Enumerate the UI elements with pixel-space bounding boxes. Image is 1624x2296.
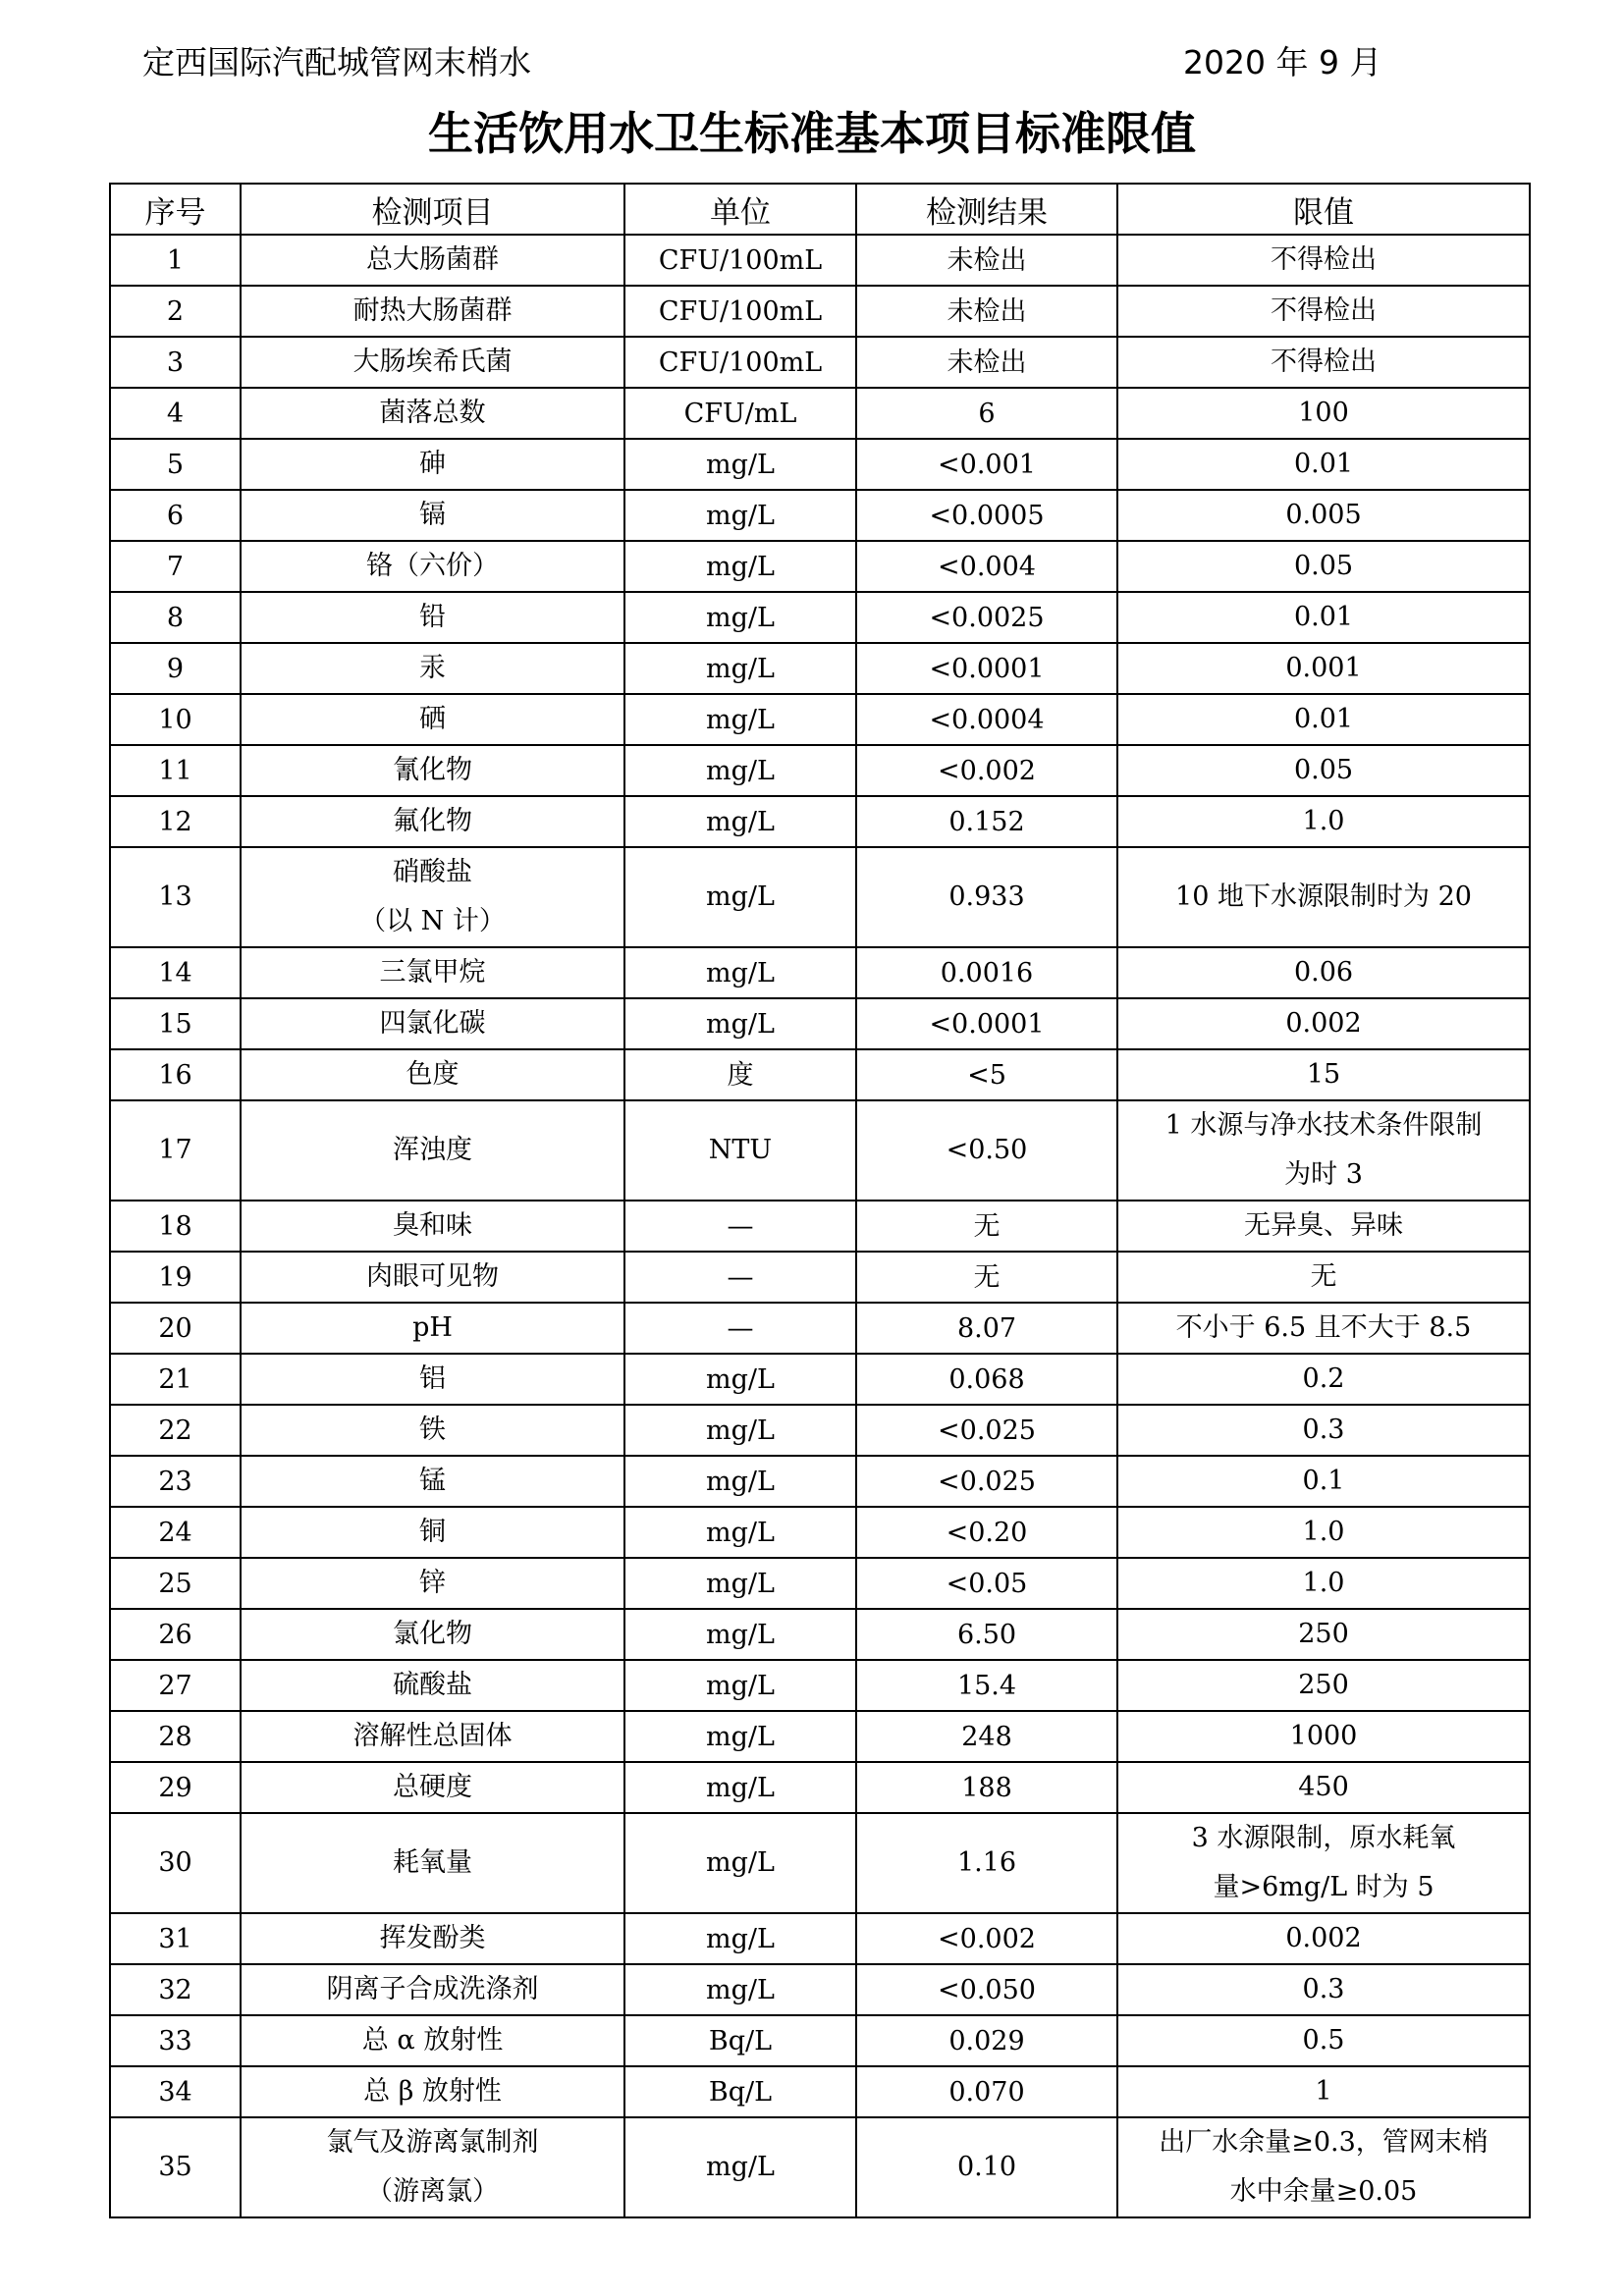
cell-item (241, 1507, 624, 1558)
cell-item (241, 1913, 624, 1964)
cell-item-line: 铁 (419, 1415, 446, 1445)
cell-result: 未检出 (856, 337, 1117, 388)
cell-limit-line: 0.3 (1302, 1415, 1345, 1445)
cell-result: 0.10 (856, 2117, 1117, 2217)
cell-limit-line: 1.0 (1302, 806, 1345, 836)
cell-limit (1117, 592, 1530, 643)
table-row (110, 1609, 1530, 1660)
table-row (110, 1660, 1530, 1711)
table-row (110, 1201, 1530, 1252)
cell-item (241, 1100, 624, 1201)
table-row (110, 541, 1530, 592)
table-row (110, 235, 1530, 286)
cell-item (241, 643, 624, 694)
table-row (110, 1100, 1530, 1201)
table-row (110, 1456, 1530, 1507)
cell-limit-line: 15 (1306, 1059, 1341, 1090)
cell-item (241, 1303, 624, 1354)
cell-no: 9 (110, 643, 241, 694)
cell-limit (1117, 235, 1530, 286)
table-row (110, 286, 1530, 337)
cell-result: 0.933 (856, 847, 1117, 947)
table-row (110, 1558, 1530, 1609)
cell-result: <0.050 (856, 1964, 1117, 2015)
cell-result: <5 (856, 1049, 1117, 1100)
cell-item-line: 镉 (419, 500, 446, 530)
cell-limit (1117, 490, 1530, 541)
cell-result: 188 (856, 1762, 1117, 1813)
cell-limit (1117, 2015, 1530, 2066)
cell-result: 248 (856, 1711, 1117, 1762)
table-row (110, 2015, 1530, 2066)
column-header-limit: 限值 (1117, 184, 1530, 235)
cell-limit (1117, 1964, 1530, 2015)
column-header-result: 检测结果 (856, 184, 1117, 235)
water-quality-table (109, 183, 1531, 2218)
cell-item (241, 286, 624, 337)
cell-item-line: 锰 (419, 1466, 446, 1496)
cell-limit-line: 0.05 (1293, 755, 1354, 785)
cell-no: 16 (110, 1049, 241, 1100)
cell-item-line: 四氯化碳 (379, 1008, 486, 1039)
cell-no: 8 (110, 592, 241, 643)
cell-limit (1117, 1507, 1530, 1558)
table-header-row (110, 184, 1530, 235)
cell-item (241, 847, 624, 947)
cell-limit-line: 1000 (1289, 1721, 1358, 1751)
cell-no: 11 (110, 745, 241, 796)
table-row (110, 1049, 1530, 1100)
cell-no: 33 (110, 2015, 241, 2066)
cell-item-line: 耐热大肠菌群 (352, 295, 513, 326)
table-row (110, 847, 1530, 947)
cell-item (241, 592, 624, 643)
cell-limit (1117, 1609, 1530, 1660)
cell-limit (1117, 1456, 1530, 1507)
cell-limit-line: 0.06 (1293, 957, 1354, 988)
cell-limit-line: 无异臭、异味 (1244, 1210, 1403, 1241)
cell-unit: CFU/mL (624, 388, 856, 439)
cell-item-line: 铜 (419, 1517, 446, 1547)
cell-item (241, 745, 624, 796)
cell-item (241, 2117, 624, 2217)
cell-item (241, 998, 624, 1049)
cell-unit: mg/L (624, 1660, 856, 1711)
cell-limit-line: 10 地下水源限制时为 20 (1175, 881, 1472, 912)
table-row (110, 490, 1530, 541)
cell-no: 34 (110, 2066, 241, 2117)
cell-item (241, 1762, 624, 1813)
table-row (110, 1507, 1530, 1558)
cell-item-line: 锌 (419, 1568, 446, 1598)
cell-item (241, 1711, 624, 1762)
cell-no: 7 (110, 541, 241, 592)
cell-limit (1117, 2066, 1530, 2117)
cell-item (241, 388, 624, 439)
cell-limit (1117, 337, 1530, 388)
cell-result: <0.20 (856, 1507, 1117, 1558)
cell-item-line: 大肠埃希氏菌 (352, 347, 513, 377)
cell-item-line: 菌落总数 (379, 398, 486, 428)
cell-limit-line: 0.5 (1302, 2025, 1345, 2056)
cell-unit: mg/L (624, 1558, 856, 1609)
cell-limit-line: 0.005 (1285, 500, 1362, 530)
cell-item-line: 总 α 放射性 (361, 2025, 504, 2056)
cell-unit: mg/L (624, 1405, 856, 1456)
cell-limit-line: 1 水源与净水技术条件限制 (1164, 1110, 1483, 1141)
cell-result: 无 (856, 1201, 1117, 1252)
cell-item-line: 阴离子合成洗涤剂 (326, 1974, 539, 2004)
cell-no: 12 (110, 796, 241, 847)
cell-no: 10 (110, 694, 241, 745)
cell-item (241, 1252, 624, 1303)
cell-no: 28 (110, 1711, 241, 1762)
cell-item-line: 氟化物 (393, 806, 472, 836)
cell-limit (1117, 1711, 1530, 1762)
cell-item (241, 1558, 624, 1609)
cell-limit-line: 1.0 (1302, 1568, 1345, 1598)
cell-item-line: pH (412, 1312, 453, 1343)
cell-unit: mg/L (624, 1913, 856, 1964)
cell-item (241, 1964, 624, 2015)
table-row (110, 2066, 1530, 2117)
cell-limit (1117, 796, 1530, 847)
cell-item (241, 694, 624, 745)
cell-item (241, 2015, 624, 2066)
cell-item (241, 1456, 624, 1507)
table-row (110, 947, 1530, 998)
cell-item (241, 235, 624, 286)
cell-limit-line: 3 水源限制，原水耗氧 (1191, 1823, 1456, 1853)
cell-unit: mg/L (624, 1964, 856, 2015)
cell-limit-line: 0.001 (1285, 653, 1362, 683)
cell-item-line: （以 N 计） (359, 906, 506, 936)
table-row (110, 1405, 1530, 1456)
cell-unit: — (624, 1201, 856, 1252)
cell-item (241, 439, 624, 490)
cell-item-line: 氯化物 (393, 1619, 472, 1649)
column-header-unit: 单位 (624, 184, 856, 235)
cell-unit: Bq/L (624, 2066, 856, 2117)
cell-limit (1117, 541, 1530, 592)
cell-item-line: 汞 (419, 653, 446, 683)
cell-no: 22 (110, 1405, 241, 1456)
cell-limit-line: 不得检出 (1271, 347, 1377, 377)
cell-item-line: 耗氧量 (393, 1847, 472, 1878)
cell-limit (1117, 1252, 1530, 1303)
cell-no: 23 (110, 1456, 241, 1507)
cell-no: 17 (110, 1100, 241, 1201)
cell-limit (1117, 1303, 1530, 1354)
cell-limit (1117, 1049, 1530, 1100)
table-row (110, 745, 1530, 796)
cell-limit-line: 0.05 (1293, 551, 1354, 581)
cell-unit: Bq/L (624, 2015, 856, 2066)
cell-limit-line: 250 (1298, 1619, 1349, 1649)
cell-result: <0.0025 (856, 592, 1117, 643)
cell-limit (1117, 998, 1530, 1049)
cell-no: 6 (110, 490, 241, 541)
cell-no: 31 (110, 1913, 241, 1964)
cell-no: 29 (110, 1762, 241, 1813)
cell-no: 15 (110, 998, 241, 1049)
page-title: 生活饮用水卫生标准基本项目标准限值 (428, 107, 1196, 160)
cell-limit (1117, 286, 1530, 337)
cell-no: 24 (110, 1507, 241, 1558)
cell-limit (1117, 947, 1530, 998)
table-body (110, 235, 1530, 2217)
cell-unit: mg/L (624, 1762, 856, 1813)
cell-unit: mg/L (624, 947, 856, 998)
cell-item-line: 色度 (406, 1059, 460, 1090)
column-header-item: 检测项目 (241, 184, 624, 235)
cell-result: <0.002 (856, 745, 1117, 796)
cell-result: 6.50 (856, 1609, 1117, 1660)
cell-limit (1117, 1660, 1530, 1711)
cell-unit: mg/L (624, 1456, 856, 1507)
cell-unit: mg/L (624, 439, 856, 490)
cell-no: 13 (110, 847, 241, 947)
table-row (110, 1252, 1530, 1303)
cell-no: 18 (110, 1201, 241, 1252)
cell-limit-line: 0.2 (1302, 1363, 1345, 1394)
cell-item-line: 铝 (419, 1363, 446, 1394)
cell-no: 30 (110, 1813, 241, 1913)
table-row (110, 1354, 1530, 1405)
cell-result: <0.0005 (856, 490, 1117, 541)
table-row (110, 2117, 1530, 2217)
column-header-no: 序号 (110, 184, 241, 235)
cell-limit (1117, 1354, 1530, 1405)
cell-limit-line: 不得检出 (1271, 295, 1377, 326)
cell-limit-line: 量>6mg/L 时为 5 (1213, 1872, 1435, 1902)
cell-limit (1117, 1100, 1530, 1201)
cell-unit: mg/L (624, 643, 856, 694)
cell-limit (1117, 2117, 1530, 2217)
cell-limit-line: 无 (1310, 1261, 1337, 1292)
cell-item-line: 铬（六价） (366, 551, 499, 581)
cell-limit-line: 0.01 (1293, 704, 1354, 734)
cell-item-line: 总大肠菌群 (366, 244, 499, 275)
table-row (110, 1913, 1530, 1964)
cell-no: 35 (110, 2117, 241, 2217)
cell-result: 8.07 (856, 1303, 1117, 1354)
cell-item (241, 541, 624, 592)
cell-unit: 度 (624, 1049, 856, 1100)
cell-item-line: 浑浊度 (393, 1135, 472, 1165)
cell-result: <0.50 (856, 1100, 1117, 1201)
cell-item (241, 2066, 624, 2117)
table-row (110, 592, 1530, 643)
cell-limit-line: 0.01 (1293, 449, 1354, 479)
cell-result: <0.025 (856, 1456, 1117, 1507)
cell-result: <0.001 (856, 439, 1117, 490)
cell-limit-line: 水中余量≥0.05 (1229, 2176, 1418, 2207)
cell-item-line: 肉眼可见物 (366, 1261, 499, 1292)
cell-unit: mg/L (624, 796, 856, 847)
cell-limit-line: 1.0 (1302, 1517, 1345, 1547)
cell-limit (1117, 439, 1530, 490)
cell-unit: mg/L (624, 1813, 856, 1913)
cell-result: <0.05 (856, 1558, 1117, 1609)
cell-limit-line: 为时 3 (1284, 1159, 1363, 1190)
cell-unit: mg/L (624, 490, 856, 541)
cell-limit (1117, 847, 1530, 947)
cell-result: <0.0001 (856, 643, 1117, 694)
cell-item (241, 1609, 624, 1660)
cell-unit: mg/L (624, 1711, 856, 1762)
table-row (110, 1813, 1530, 1913)
cell-no: 19 (110, 1252, 241, 1303)
cell-result: 无 (856, 1252, 1117, 1303)
cell-unit: CFU/100mL (624, 337, 856, 388)
cell-item (241, 337, 624, 388)
table-row (110, 1762, 1530, 1813)
cell-limit-line: 100 (1298, 398, 1349, 428)
cell-unit: CFU/100mL (624, 286, 856, 337)
cell-unit: mg/L (624, 847, 856, 947)
cell-item-line: 氰化物 (393, 755, 472, 785)
cell-item-line: （游离氯） (366, 2176, 499, 2207)
table-row (110, 694, 1530, 745)
cell-unit: mg/L (624, 1354, 856, 1405)
cell-limit (1117, 745, 1530, 796)
cell-result: 1.16 (856, 1813, 1117, 1913)
cell-no: 27 (110, 1660, 241, 1711)
cell-unit: mg/L (624, 694, 856, 745)
cell-limit (1117, 1913, 1530, 1964)
cell-result: 未检出 (856, 235, 1117, 286)
cell-unit: mg/L (624, 541, 856, 592)
cell-result: 0.070 (856, 2066, 1117, 2117)
cell-unit: NTU (624, 1100, 856, 1201)
cell-item (241, 1201, 624, 1252)
cell-limit (1117, 1762, 1530, 1813)
cell-item-line: 砷 (419, 449, 446, 479)
cell-limit (1117, 388, 1530, 439)
cell-item (241, 947, 624, 998)
cell-no: 14 (110, 947, 241, 998)
cell-result: 15.4 (856, 1660, 1117, 1711)
cell-no: 2 (110, 286, 241, 337)
cell-limit-line: 不得检出 (1271, 244, 1377, 275)
cell-no: 26 (110, 1609, 241, 1660)
cell-result: <0.0004 (856, 694, 1117, 745)
cell-limit-line: 0.002 (1285, 1923, 1362, 1953)
table-row (110, 1711, 1530, 1762)
cell-limit (1117, 694, 1530, 745)
cell-result: 0.068 (856, 1354, 1117, 1405)
cell-item-line: 挥发酚类 (379, 1923, 486, 1953)
cell-item-line: 硒 (419, 704, 446, 734)
cell-result: 6 (856, 388, 1117, 439)
cell-result: 0.152 (856, 796, 1117, 847)
cell-limit (1117, 643, 1530, 694)
cell-unit: mg/L (624, 1507, 856, 1558)
cell-no: 4 (110, 388, 241, 439)
cell-result: 0.0016 (856, 947, 1117, 998)
cell-item-line: 三氯甲烷 (379, 957, 486, 988)
cell-no: 20 (110, 1303, 241, 1354)
cell-item-line: 硫酸盐 (393, 1670, 472, 1700)
cell-unit: CFU/100mL (624, 235, 856, 286)
table-row (110, 1964, 1530, 2015)
table-row (110, 1303, 1530, 1354)
header-location: 定西国际汽配城管网末梢水 (142, 43, 531, 81)
cell-limit-line: 0.01 (1293, 602, 1354, 632)
cell-limit (1117, 1405, 1530, 1456)
cell-limit-line: 0.1 (1302, 1466, 1345, 1496)
cell-limit-line: 出厂水余量≥0.3，管网末梢 (1159, 2127, 1489, 2158)
cell-item-line: 总 β 放射性 (363, 2076, 502, 2107)
cell-result: <0.004 (856, 541, 1117, 592)
table-row (110, 388, 1530, 439)
cell-unit: — (624, 1303, 856, 1354)
cell-result: <0.002 (856, 1913, 1117, 1964)
cell-item-line: 铅 (419, 602, 446, 632)
cell-limit (1117, 1558, 1530, 1609)
cell-result: 0.029 (856, 2015, 1117, 2066)
cell-item (241, 1405, 624, 1456)
cell-result: <0.0001 (856, 998, 1117, 1049)
cell-no: 5 (110, 439, 241, 490)
cell-result: 未检出 (856, 286, 1117, 337)
cell-unit: mg/L (624, 1609, 856, 1660)
table-row (110, 643, 1530, 694)
cell-item (241, 1049, 624, 1100)
cell-item-line: 硝酸盐 (393, 857, 472, 887)
cell-item-line: 溶解性总固体 (352, 1721, 513, 1751)
cell-limit (1117, 1201, 1530, 1252)
cell-item-line: 氯气及游离氯制剂 (326, 2127, 539, 2158)
cell-unit: — (624, 1252, 856, 1303)
cell-unit: mg/L (624, 998, 856, 1049)
cell-unit: mg/L (624, 745, 856, 796)
table-row (110, 439, 1530, 490)
table-row (110, 998, 1530, 1049)
cell-limit (1117, 1813, 1530, 1913)
cell-limit-line: 450 (1298, 1772, 1349, 1802)
cell-item (241, 1354, 624, 1405)
cell-result: <0.025 (856, 1405, 1117, 1456)
cell-no: 3 (110, 337, 241, 388)
cell-limit-line: 不小于 6.5 且不大于 8.5 (1175, 1312, 1472, 1343)
cell-limit-line: 0.002 (1285, 1008, 1362, 1039)
cell-limit-line: 0.3 (1302, 1974, 1345, 2004)
cell-item-line: 臭和味 (393, 1210, 472, 1241)
cell-limit-line: 1 (1315, 2076, 1332, 2107)
header-date: 2020 年 9 月 (1183, 43, 1382, 81)
cell-item (241, 796, 624, 847)
cell-no: 1 (110, 235, 241, 286)
cell-limit-line: 250 (1298, 1670, 1349, 1700)
cell-no: 25 (110, 1558, 241, 1609)
table-row (110, 337, 1530, 388)
cell-unit: mg/L (624, 592, 856, 643)
cell-unit: mg/L (624, 2117, 856, 2217)
cell-no: 32 (110, 1964, 241, 2015)
cell-item (241, 1813, 624, 1913)
cell-item (241, 490, 624, 541)
cell-no: 21 (110, 1354, 241, 1405)
table-row (110, 796, 1530, 847)
cell-item (241, 1660, 624, 1711)
cell-item-line: 总硬度 (393, 1772, 472, 1802)
